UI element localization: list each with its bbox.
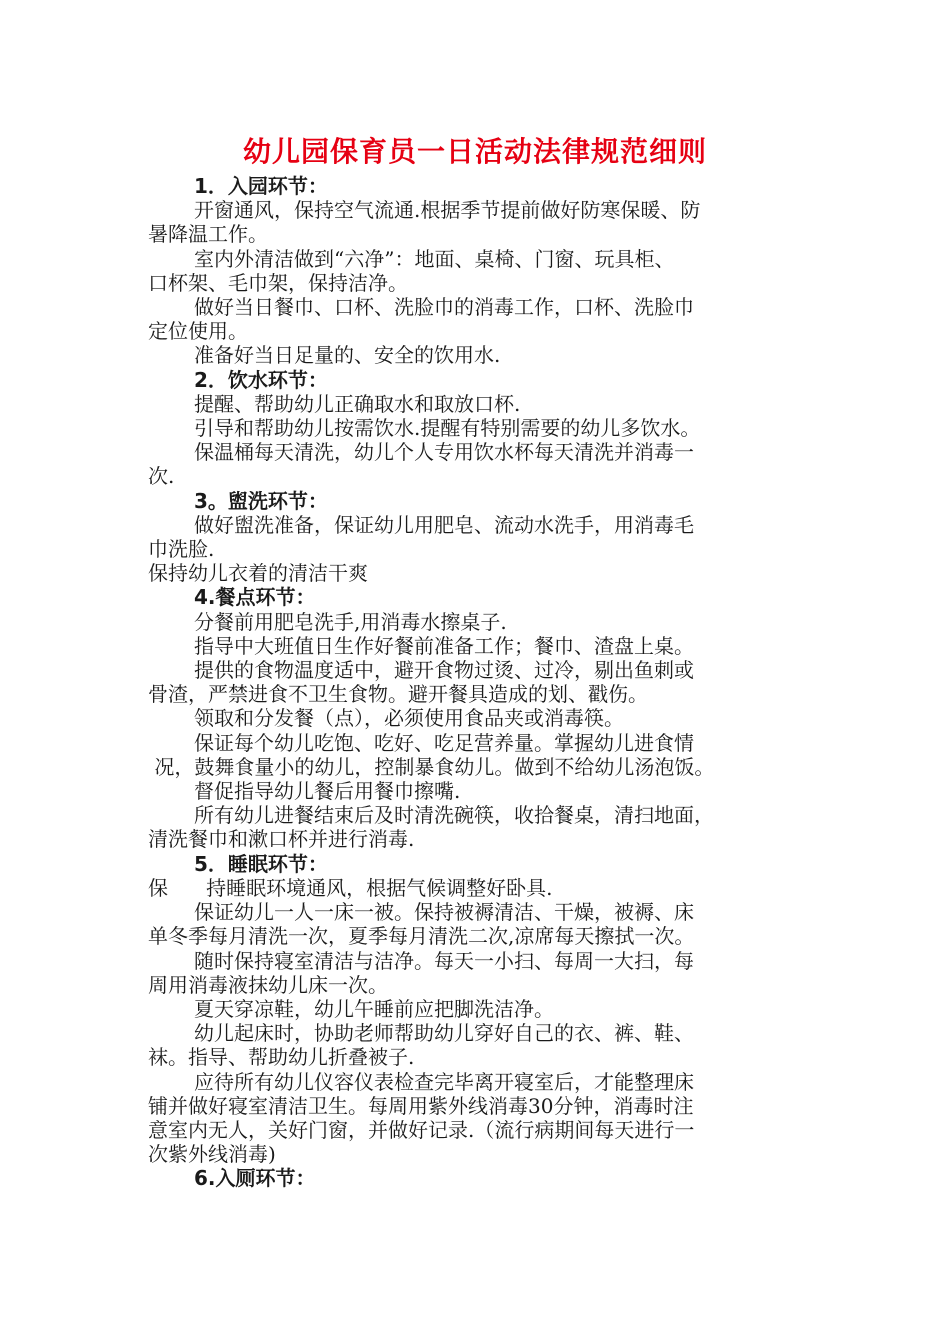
- section-heading: 2．饮水环节：: [194, 367, 328, 392]
- section-heading: 6.入厕环节：: [194, 1166, 316, 1191]
- paragraph-line: 定位使用。: [148, 319, 248, 344]
- section-heading: 4.餐点环节：: [194, 585, 316, 610]
- paragraph-line: 周用消毒液抹幼儿床一次。: [148, 972, 388, 997]
- paragraph-line: 暑降温工作。: [148, 222, 268, 247]
- paragraph-line: 意室内无人，关好门窗，并做好记录.（流行病期间每天进行一: [148, 1117, 695, 1142]
- paragraph-line: 夏天穿凉鞋，幼儿午睡前应把脚洗洁净。: [194, 996, 554, 1021]
- paragraph-line: 应待所有幼儿仪容仪表检查完毕离开寝室后，才能整理床: [194, 1069, 694, 1094]
- paragraph-line: 保证每个幼儿吃饱、吃好、吃足营养量。掌握幼儿进食情: [194, 730, 694, 755]
- paragraph-line: 随时保持寝室清洁与洁净。每天一小扫、每周一大扫，每: [194, 948, 694, 973]
- paragraph-line: 单冬季每月清洗一次，夏季每月清洗二次,凉席每天擦拭一次。: [148, 924, 695, 949]
- paragraph-line: 次.: [148, 464, 175, 489]
- paragraph-line: 铺并做好寝室清洁卫生。每周用紫外线消毒30分钟，消毒时注: [148, 1093, 694, 1118]
- document-title: 幼儿园保育员一日活动法律规范细则: [242, 135, 707, 168]
- paragraph-line: 室内外清洁做到“六净”：地面、桌椅、门窗、玩具柜、: [194, 246, 675, 271]
- section-heading: 5．睡眠环节：: [194, 851, 328, 876]
- paragraph-line: 口杯架、毛巾架，保持洁净。: [148, 270, 408, 295]
- section-heading: 1．入园环节：: [194, 174, 328, 198]
- paragraph-line: 清洗餐巾和漱口杯并进行消毒.: [148, 827, 415, 852]
- paragraph-line: 袜。指导、帮助幼儿折叠被子.: [148, 1045, 415, 1070]
- paragraph-line: 提供的食物温度适中，避开食物过烫、过冷，剔出鱼刺或: [194, 658, 694, 683]
- paragraph-line: 做好当日餐巾、口杯、洗脸巾的消毒工作，口杯、洗脸巾: [194, 295, 694, 320]
- paragraph-line: 做好盥洗准备，保证幼儿用肥皂、流动水洗手，用消毒毛: [194, 512, 694, 537]
- paragraph-line: 幼儿起床时，协助老师帮助幼儿穿好自己的衣、裤、鞋、: [194, 1021, 694, 1046]
- paragraph-line: 引导和帮助幼儿按需饮水.提醒有特别需要的幼儿多饮水。: [194, 416, 701, 441]
- paragraph-line: 提醒、帮助幼儿正确取水和取放口杯.: [194, 391, 521, 416]
- paragraph-line: 保持幼儿衣着的清洁干爽: [148, 561, 368, 586]
- paragraph-line: 次紫外线消毒): [148, 1142, 276, 1167]
- paragraph-line: 骨渣，严禁进食不卫生食物。避开餐具造成的划、戳伤。: [148, 682, 648, 707]
- section-heading: 3。盥洗环节：: [194, 488, 328, 513]
- paragraph-line: 保温桶每天清洗，幼儿个人专用饮水杯每天清洗并消毒一: [194, 440, 694, 465]
- paragraph-line: 所有幼儿进餐结束后及时清洗碗筷，收拾餐桌，清扫地面，: [194, 803, 714, 828]
- paragraph-line: 指导中大班值日生作好餐前准备工作；餐巾、渣盘上桌。: [194, 633, 694, 658]
- paragraph-line: 准备好当日足量的、安全的饮用水.: [194, 343, 501, 368]
- paragraph-line: 保 持睡眠环境通风，根据气候调整好卧具.: [148, 875, 553, 900]
- paragraph-line: 督促指导幼儿餐后用餐巾擦嘴.: [194, 779, 461, 804]
- paragraph-line: 分餐前用肥皂洗手,用消毒水擦桌子.: [194, 609, 507, 634]
- paragraph-line: 开窗通风，保持空气流通.根据季节提前做好防寒保暖、防: [194, 198, 701, 223]
- document-body: [148, 174, 828, 1191]
- paragraph-line: 巾洗脸.: [148, 537, 215, 562]
- paragraph-line: 况，鼓舞食量小的幼儿，控制暴食幼儿。做到不给幼儿汤泡饭。: [148, 754, 715, 779]
- paragraph-line: 领取和分发餐（点），必须使用食品夹或消毒筷。: [194, 706, 624, 731]
- paragraph-line: 保证幼儿一人一床一被。保持被褥清洁、干燥，被褥、床: [194, 900, 694, 925]
